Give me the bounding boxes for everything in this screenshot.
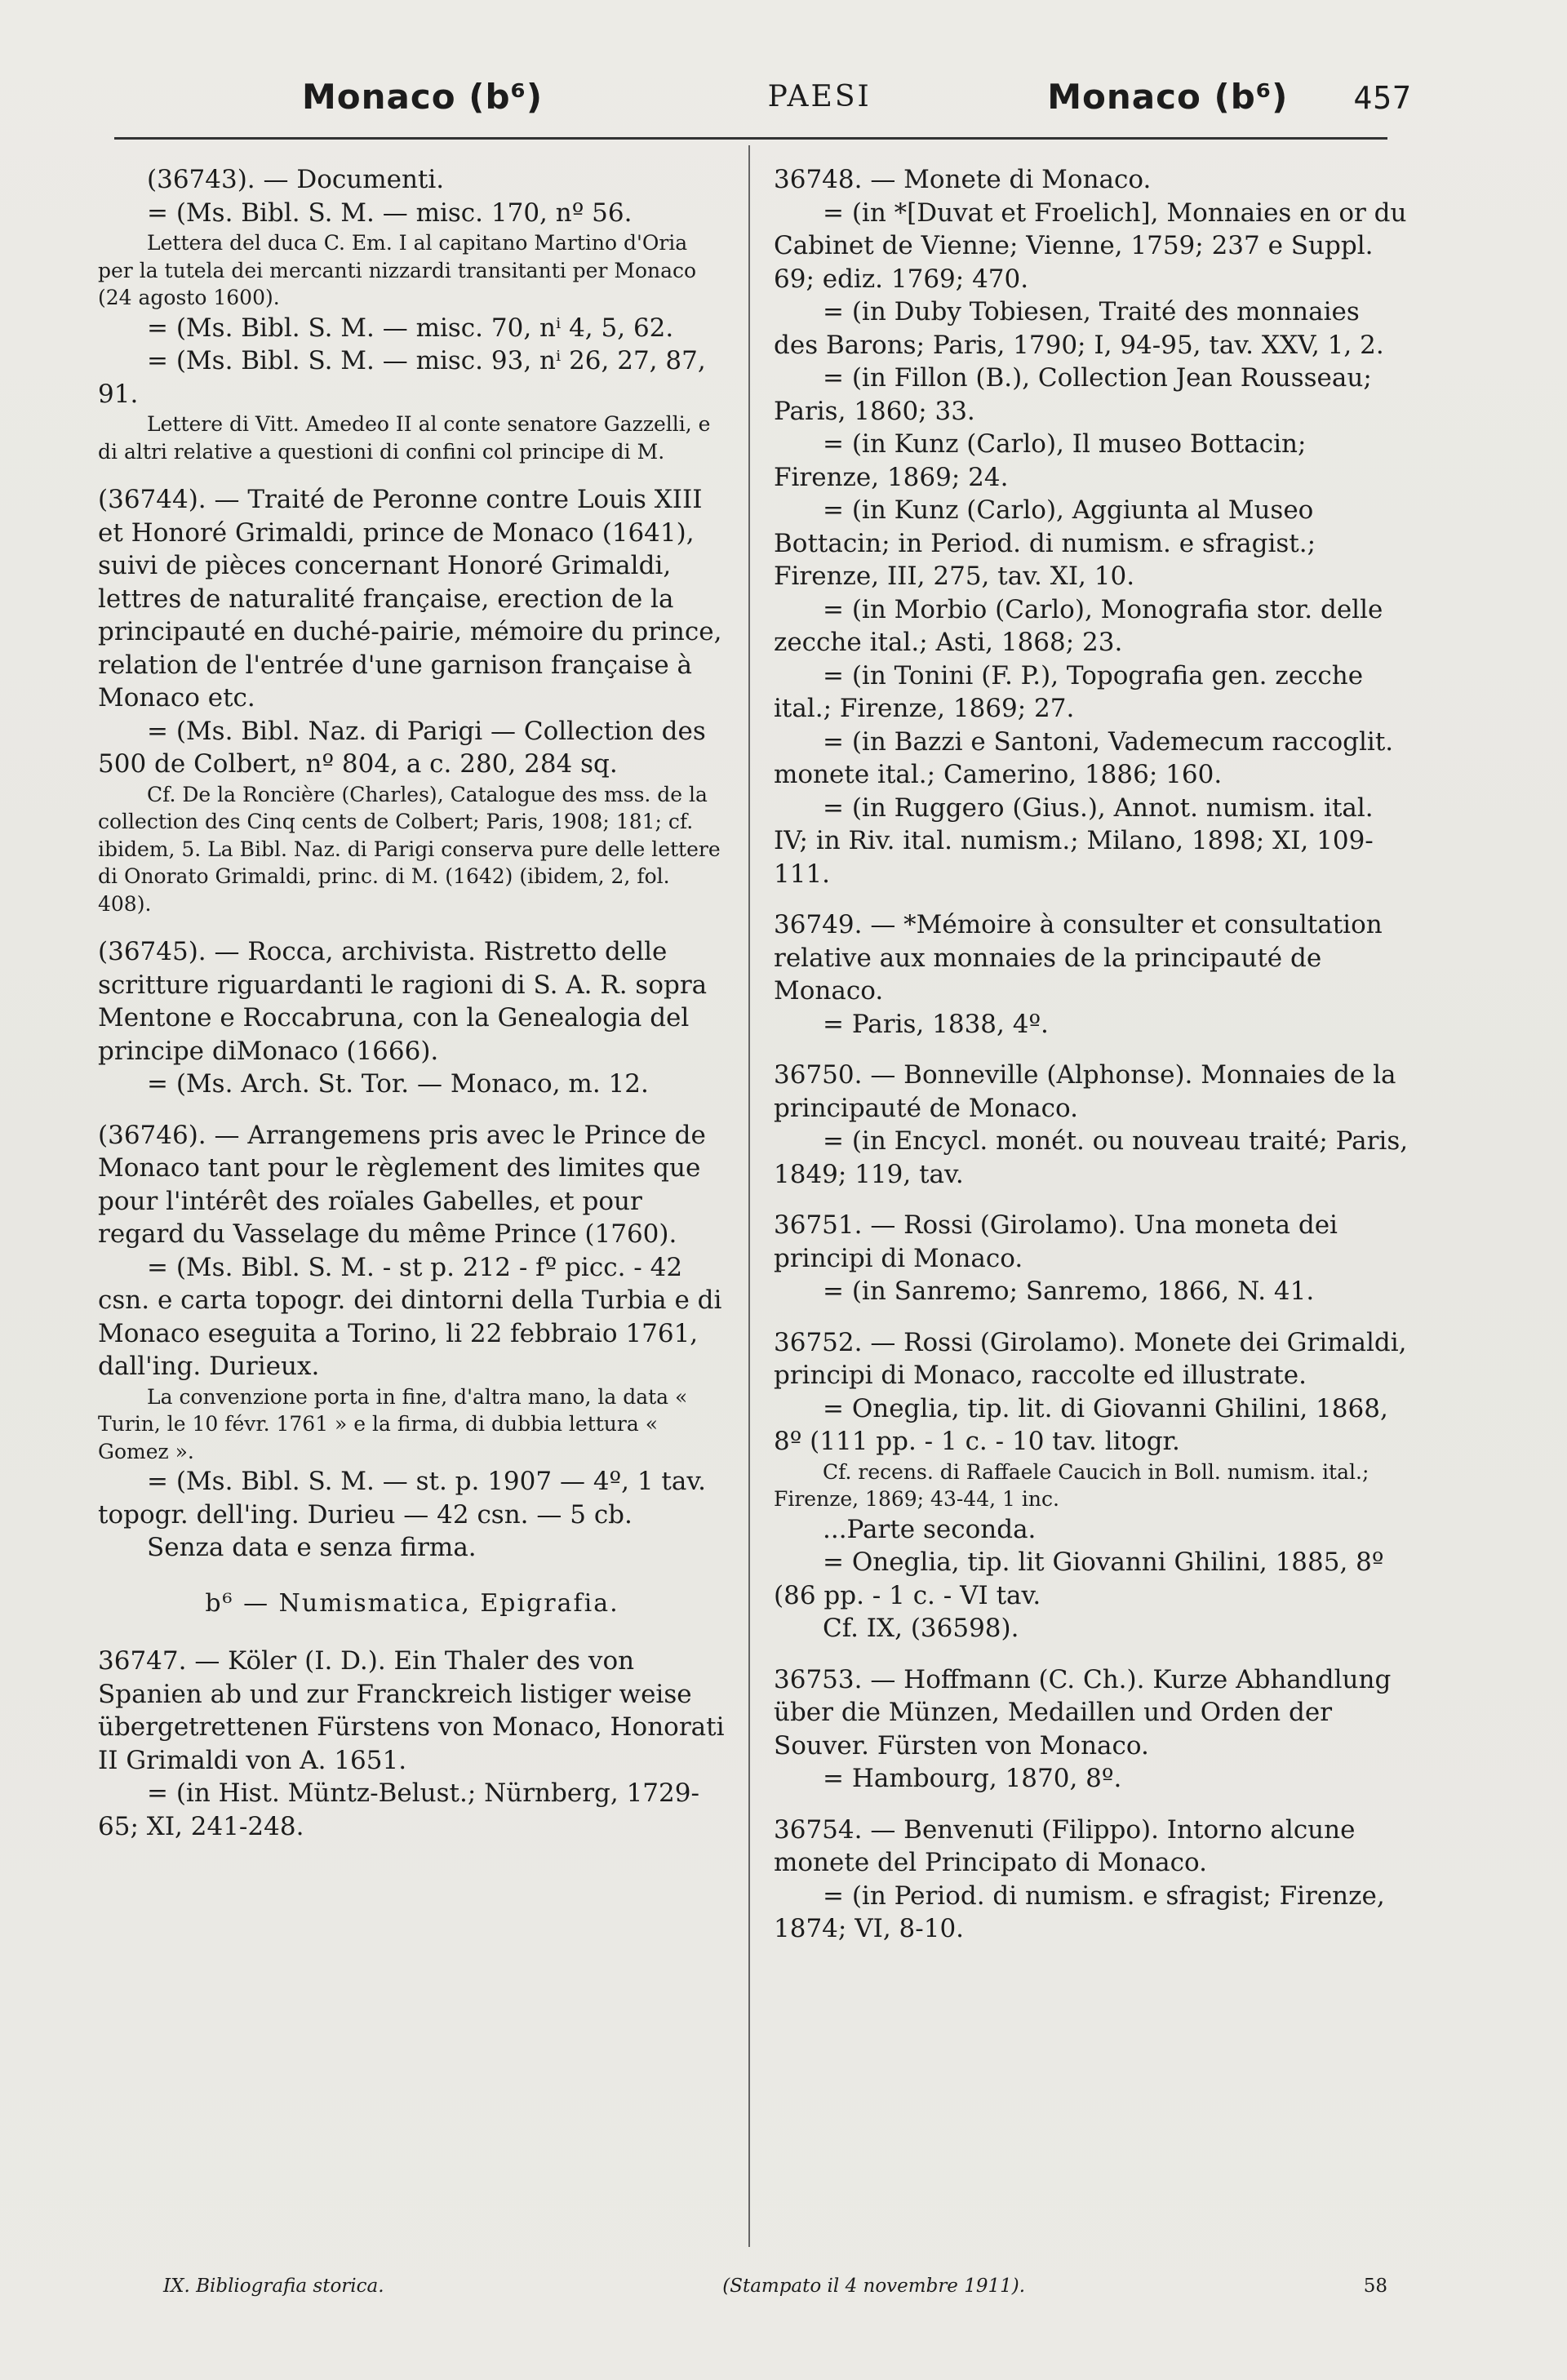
entry-heading: 36748. — Monete di Monaco. [774, 165, 1152, 194]
entry-heading: 36747. — Köler (I. D.). Ein Thaler des von Spanien ab und zur Franckreich listiger weise übergetrettenen Fürstens von Monaco, Honorati II Grimaldi von A. 1651. [98, 1646, 725, 1775]
header-right [1047, 77, 1412, 117]
entry-line: = Hambourg, 1870, 8º. [823, 1764, 1122, 1793]
entry-line: = (Ms. Arch. St. Tor. — Monaco, m. 12. [147, 1069, 649, 1099]
footer-center: (Stampato il 4 novembre 1911). [722, 2276, 1026, 2297]
entry-heading: 36750. — Bonneville (Alphonse). Monnaies de la principauté de Monaco. [774, 1060, 1396, 1123]
entry-note: La convenzione porta in fine, d'altra mano, la data « Turin, le 10 févr. 1761 » e la firma, di dubbia lettura « Gomez ». [98, 1384, 688, 1463]
entry-line: = (in *[Duvat et Froelich], Monnaies en or du Cabinet de Vienne; Vienne, 1759; 237 e Suppl. 69; ediz. 1769; 470. [774, 198, 1407, 294]
section-heading: b⁶ — Numismatica, Epigrafia. [205, 1588, 619, 1618]
entry-36749 [774, 908, 1410, 1041]
entry-36751 [774, 1209, 1410, 1308]
entry-line: = (in Bazzi e Santoni, Vademecum raccoglit. monete ital.; Camerino, 1886; 160. [774, 726, 1394, 789]
entry-line: = (in Kunz (Carlo), Il museo Bottacin; Firenze, 1869; 24. [774, 429, 1307, 492]
entry-36746 [98, 1119, 726, 1565]
left-column [98, 163, 726, 1861]
entry-line: = (Ms. Bibl. S. M. — misc. 70, nⁱ 4, 5, 62. [147, 313, 674, 343]
header-left-title: Monaco (b⁶) [302, 76, 544, 117]
right-column [774, 163, 1410, 1964]
entry-36754 [774, 1814, 1410, 1946]
entry-36745 [98, 935, 726, 1101]
entry-line: = (in Tonini (F. P.), Topografia gen. zecche ital.; Firenze, 1869; 27. [774, 660, 1364, 723]
entry-heading: 36753. — Hoffmann (C. Ch.). Kurze Abhandlung über die Münzen, Medaillen und Orden der Souver. Fürsten von Monaco. [774, 1664, 1392, 1761]
entry-line: = (in Period. di numism. e sfragist; Firenze, 1874; VI, 8-10. [774, 1880, 1385, 1943]
entry-line: = (in Kunz (Carlo), Aggiunta al Museo Bottacin; in Period. di numism. e sfragist.; Firenze, III, 275, tav. XI, 10. [774, 495, 1316, 591]
entry-36743 [98, 163, 726, 465]
entry-line: = (in Morbio (Carlo), Monografia stor. delle zecche ital.; Asti, 1868; 23. [774, 594, 1383, 657]
entry-heading: (36745). — Rocca, archivista. Ristretto delle scritture riguardanti le ragioni di S. A. R. sopra Mentone e Roccabruna, con la Genealogia del principe diMonaco (1666). [98, 937, 708, 1066]
entry-line: = Oneglia, tip. lit. di Giovanni Ghilini, 1868, 8º (111 pp. - 1 c. - 10 tav. litogr. [774, 1393, 1388, 1456]
entry-line: = (in Fillon (B.), Collection Jean Rousseau; Paris, 1860; 33. [774, 363, 1372, 426]
entry-line: = Oneglia, tip. lit Giovanni Ghilini, 1885, 8º (86 pp. - 1 c. - VI tav. [774, 1547, 1384, 1610]
entry-line: = (Ms. Bibl. S. M. — misc. 93, nⁱ 26, 27, 87, 91. [98, 346, 706, 409]
entry-36750 [774, 1059, 1410, 1191]
footer-right: 58 [1363, 2276, 1387, 2297]
entry-line: = (Ms. Bibl. S. M. — misc. 170, nº 56. [147, 198, 633, 228]
entry-36752 [774, 1326, 1410, 1645]
entry-line: Cf. IX, (36598). [823, 1614, 1019, 1643]
entry-note: Cf. recens. di Raffaele Caucich in Boll. numism. ital.; Firenze, 1869; 43-44, 1 inc. [774, 1459, 1369, 1511]
entry-line: Senza data e senza firma. [147, 1533, 477, 1562]
entry-heading: (36744). — Traité de Peronne contre Louis XIII et Honoré Grimaldi, prince de Monaco (1641), suivi de pièces concernant Honoré Grimaldi, lettres de naturalité française, erection de la principauté en duché-pairie, mémoire du prince, relation de l'entrée d'une garnison française à Monaco etc. [98, 485, 722, 713]
entry-heading: (36746). — Arrangemens pris avec le Prince de Monaco tant pour le règlement des limites que pour l'intérêt des roïales Gabelles, et pour regard du Vasselage du même Prince (1760). [98, 1120, 706, 1249]
footer-left: IX. Bibliografia storica. [163, 2276, 384, 2297]
entry-36753 [774, 1663, 1410, 1796]
entry-line: = (in Ruggero (Gius.), Annot. numism. ital. IV; in Riv. ital. numism.; Milano, 1898; XI, 109-111. [774, 793, 1374, 889]
entry-line: = (in Hist. Müntz-Belust.; Nürnberg, 1729-65; XI, 241-248. [98, 1778, 699, 1841]
entry-note: Cf. De la Roncière (Charles), Catalogue des mss. de la collection des Cinq cents de Colbert; Paris, 1908; 181; cf. ibidem, 5. La Bibl. Naz. di Parigi conserva pure delle lettere di Onorato Grimaldi, princ. di M. (1642) (ibidem, 2, fol. 408). [98, 782, 721, 916]
entry-heading: 36752. — Rossi (Girolamo). Monete dei Grimaldi, principi di Monaco, raccolte ed illustrate. [774, 1327, 1407, 1390]
entry-36748 [774, 163, 1410, 890]
entry-line: = Paris, 1838, 4º. [823, 1009, 1049, 1039]
entry-36747 [98, 1645, 726, 1843]
column-divider [748, 145, 750, 2247]
header-center-title: PAESI [767, 79, 872, 113]
entry-line: = (in Sanremo; Sanremo, 1866, N. 41. [823, 1277, 1315, 1306]
entry-line: = (in Duby Tobiesen, Traité des monnaies des Barons; Paris, 1790; I, 94-95, tav. XXV, 1, 2. [774, 297, 1384, 360]
entry-line: ...Parte seconda. [823, 1514, 1037, 1544]
entry-heading: 36749. — *Mémoire à consulter et consultation relative aux monnaies de la principauté de Monaco. [774, 910, 1383, 1006]
entry-heading: (36743). — Documenti. [147, 165, 445, 194]
entry-36744 [98, 483, 726, 917]
page-number: 457 [1353, 79, 1412, 116]
page-footer [163, 2276, 1387, 2297]
entry-heading: 36751. — Rossi (Girolamo). Una moneta dei principi di Monaco. [774, 1210, 1338, 1273]
header-right-title: Monaco (b⁶) [1047, 76, 1289, 117]
entry-heading: 36754. — Benvenuti (Filippo). Intorno alcune monete del Principato di Monaco. [774, 1814, 1356, 1877]
header-rule [114, 137, 1387, 140]
entry-line: = (Ms. Bibl. S. M. - st p. 212 - fº picc. - 42 csn. e carta topogr. dei dintorni della Turbia e di Monaco eseguita a Torino, li 22 febbraio 1761, dall'ing. Durieux. [98, 1252, 722, 1381]
entry-line: = (Ms. Bibl. Naz. di Parigi — Collection des 500 de Colbert, nº 804, a c. 280, 284 sq. [98, 716, 706, 779]
page-header [122, 72, 1412, 121]
entry-note: Lettera del duca C. Em. I al capitano Martino d'Oria per la tutela dei mercanti nizzardi transitanti per Monaco (24 agosto 1600). [98, 231, 697, 309]
entry-line: = (Ms. Bibl. S. M. — st. p. 1907 — 4º, 1 tav. topogr. dell'ing. Durieu — 42 csn. — 5 cb. [98, 1467, 707, 1530]
entry-line: = (in Encycl. monét. ou nouveau traité; Paris, 1849; 119, tav. [774, 1126, 1409, 1189]
entry-note: Lettere di Vitt. Amedeo II al conte senatore Gazzelli, e di altri relative a questioni di confini col principe di M. [98, 412, 711, 464]
